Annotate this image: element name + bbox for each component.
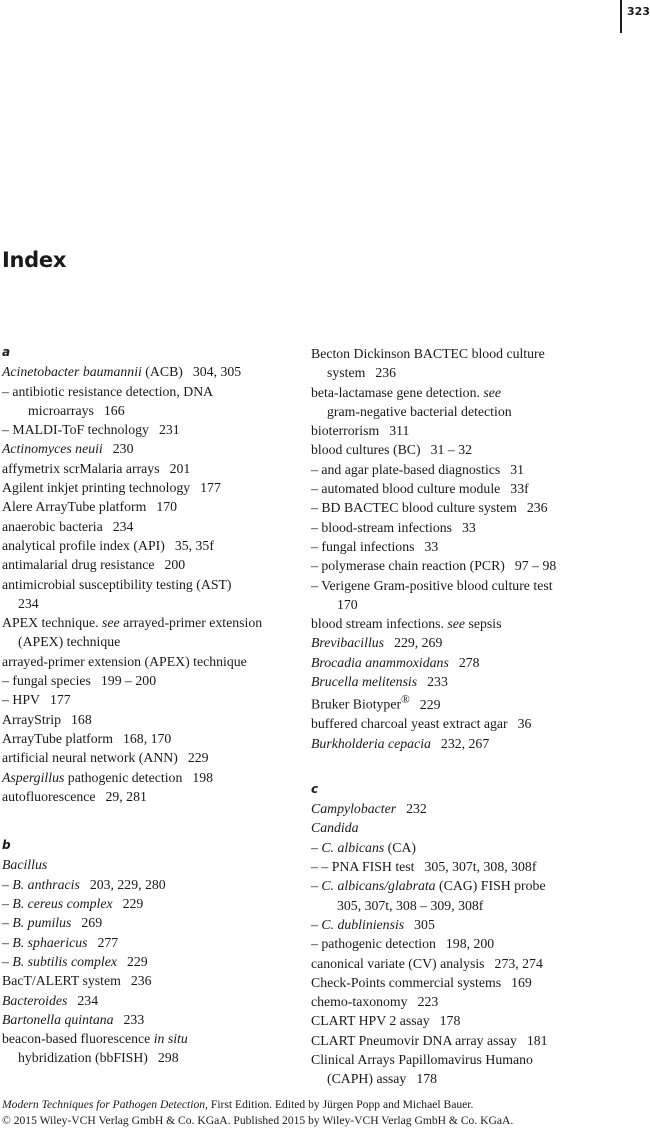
entry-term: bioterrorism bbox=[311, 423, 380, 439]
index-entry bbox=[311, 383, 611, 422]
entry-dash: – bbox=[311, 916, 322, 932]
entry-continuation: microarrays bbox=[28, 402, 94, 418]
index-entry bbox=[2, 729, 302, 748]
index-column-left bbox=[2, 343, 302, 1068]
entry-term: antimicrobial susceptibility testing (AST) bbox=[2, 576, 232, 592]
entry-pages: 232 bbox=[406, 801, 427, 817]
entry-pages: 200 bbox=[164, 557, 186, 573]
entry-term: HPV bbox=[12, 692, 40, 708]
entry-term: blood-stream infections bbox=[321, 519, 453, 535]
entry-pages: 33 bbox=[462, 519, 476, 535]
entry-pages: 199 – 200 bbox=[100, 673, 157, 689]
entry-term: antibiotic resistance detection, DNA bbox=[12, 383, 214, 399]
entry-term-italic: Actinomyces neuii bbox=[2, 441, 103, 457]
entry-term-italic: B. subtilis complex bbox=[12, 953, 117, 969]
entry-term: Bruker Biotyper bbox=[311, 696, 402, 712]
entry-pages: 234 bbox=[77, 992, 99, 1008]
index-entry bbox=[311, 672, 611, 691]
index-entry bbox=[311, 1011, 611, 1030]
entry-term-italic: Burkholderia cepacia bbox=[311, 735, 431, 751]
entry-pages: 229 bbox=[419, 696, 441, 712]
entry-term-italic: Aspergillus bbox=[2, 769, 65, 785]
index-entry bbox=[2, 933, 302, 952]
entry-pages: 223 bbox=[417, 994, 439, 1010]
footer-line-1 bbox=[2, 1097, 513, 1113]
entry-term: canonical variate (CV) analysis bbox=[311, 955, 485, 971]
entry-dash: – bbox=[311, 481, 322, 497]
index-entry bbox=[2, 1029, 302, 1068]
entry-dash: – bbox=[2, 383, 13, 399]
entry-term: automated blood culture module bbox=[321, 481, 501, 497]
entry-dash: – bbox=[2, 934, 13, 950]
entry-term: autofluorescence bbox=[2, 788, 96, 804]
index-entry bbox=[2, 1010, 302, 1029]
index-entry bbox=[311, 344, 611, 383]
entry-pages: 169 bbox=[511, 974, 532, 990]
entry-term: antimalarial drug resistance bbox=[2, 557, 155, 573]
entry-term: and agar plate-based diagnostics bbox=[321, 461, 501, 477]
entry-term-italic: Bacteroides bbox=[2, 992, 68, 1008]
entry-continuation: (APEX) technique bbox=[18, 634, 121, 650]
index-entry bbox=[311, 498, 611, 517]
footer-line-2: © 2015 Wiley-VCH Verlag GmbH & Co. KGaA. Published 2015 by Wiley-VCH Verlag GmbH & Co. KGaA. bbox=[2, 1114, 514, 1127]
entry-term: arrayed-primer extension bbox=[119, 615, 263, 631]
index-entry bbox=[2, 517, 302, 536]
page-number: 323 bbox=[627, 5, 650, 18]
entry-pages: 168, 170 bbox=[123, 730, 172, 746]
index-entry bbox=[311, 556, 611, 575]
index-entry bbox=[2, 768, 302, 787]
entry-pages: 33 bbox=[424, 538, 439, 554]
entry-continuation: (CAPH) assay bbox=[327, 1071, 407, 1087]
entry-term: APEX technique. bbox=[2, 615, 103, 631]
entry-term: pathogenic detection bbox=[321, 936, 436, 952]
entry-term: artificial neural network (ANN) bbox=[2, 750, 178, 766]
entry-pages: 233 bbox=[427, 674, 448, 690]
entry-term-italic: B. pumilus bbox=[12, 915, 72, 931]
index-entry bbox=[311, 714, 611, 733]
entry-pages: 236 bbox=[130, 973, 152, 989]
index-entry bbox=[2, 382, 302, 421]
entry-term: BacT/ALERT system bbox=[2, 973, 121, 989]
entry-term-italic: Brevibacillus bbox=[311, 635, 385, 651]
entry-dash: – – bbox=[311, 859, 332, 875]
entry-pages: 198, 200 bbox=[445, 936, 495, 952]
entry-term-italic: C. albicans/glabrata bbox=[321, 878, 436, 894]
index-column-right bbox=[311, 344, 611, 1089]
entry-term: CLART Pneumovir DNA array assay bbox=[311, 1032, 517, 1048]
index-entry bbox=[311, 421, 611, 440]
index-entry bbox=[311, 973, 611, 992]
entry-pages: 33f bbox=[510, 481, 529, 497]
index-entry bbox=[2, 671, 302, 690]
entry-term: sepsis bbox=[465, 616, 502, 632]
entry-dash: – bbox=[2, 692, 13, 708]
entry-continuation: 170 bbox=[337, 596, 358, 612]
entry-term-italic: B. sphaericus bbox=[12, 934, 88, 950]
section-letter-b: b bbox=[2, 838, 11, 853]
entry-pages: 31 – 32 bbox=[430, 442, 472, 458]
see-reference: see bbox=[483, 384, 501, 400]
index-entry bbox=[311, 537, 611, 556]
book-title: Modern Techniques for Pathogen Detection bbox=[2, 1098, 206, 1111]
entry-term-italic: C. albicans bbox=[321, 839, 385, 855]
index-entry bbox=[311, 479, 611, 498]
entry-pages: 35, 35f bbox=[174, 537, 214, 553]
index-entry bbox=[311, 440, 611, 459]
index-entry bbox=[2, 420, 302, 439]
entry-continuation: 305, 307t, 308 – 309, 308f bbox=[337, 897, 484, 913]
index-entry bbox=[2, 536, 302, 555]
entry-pages: 36 bbox=[517, 716, 532, 732]
index-entry bbox=[2, 894, 302, 913]
index-entry bbox=[311, 1031, 611, 1050]
index-entry bbox=[311, 857, 611, 876]
entry-dash: – bbox=[2, 953, 13, 969]
entry-term: buffered charcoal yeast extract agar bbox=[311, 716, 508, 732]
entry-pages: 170 bbox=[156, 499, 178, 515]
index-entry bbox=[311, 460, 611, 479]
entry-dash: – bbox=[2, 876, 13, 892]
entry-pages: 278 bbox=[458, 654, 480, 670]
entry-pages: 234 bbox=[112, 518, 134, 534]
entry-term: beacon-based fluorescence bbox=[2, 1031, 154, 1047]
entry-dash: – bbox=[311, 839, 322, 855]
entry-dash: – bbox=[311, 558, 322, 574]
entry-term: pathogenic detection bbox=[64, 769, 183, 785]
entry-term: fungal infections bbox=[321, 538, 415, 554]
section-letter-a: a bbox=[2, 345, 11, 359]
index-entry bbox=[311, 915, 611, 934]
entry-term-italic: Brocadia anammoxidans bbox=[311, 654, 449, 670]
index-entry bbox=[311, 818, 611, 837]
entry-pages: 97 – 98 bbox=[514, 558, 557, 574]
entry-dash: – bbox=[311, 878, 322, 894]
index-entry bbox=[311, 876, 611, 915]
entry-pages: 198 bbox=[192, 769, 214, 785]
entry-term: BD BACTEC blood culture system bbox=[321, 500, 517, 516]
section-letter-c: c bbox=[311, 781, 319, 796]
entry-dash: – bbox=[2, 673, 13, 689]
entry-term: arrayed-primer extension (APEX) technique bbox=[2, 653, 247, 669]
entry-pages: 233 bbox=[123, 1011, 145, 1027]
entry-continuation: 234 bbox=[18, 595, 39, 611]
entry-pages: 229, 269 bbox=[394, 635, 443, 651]
entry-pages: 236 bbox=[526, 500, 548, 516]
entry-pages: 203, 229, 280 bbox=[89, 876, 166, 892]
index-entry bbox=[2, 913, 302, 932]
entry-dash: – bbox=[2, 915, 13, 931]
entry-term-italic: Campylobacter bbox=[311, 801, 397, 817]
index-entry bbox=[2, 690, 302, 709]
entry-dash: – bbox=[311, 936, 322, 952]
entry-dash: – bbox=[2, 896, 13, 912]
section-c-entries bbox=[311, 799, 611, 1088]
index-entry bbox=[2, 555, 302, 574]
entry-term: Check-Points commercial systems bbox=[311, 974, 502, 990]
entry-pages: 229 bbox=[126, 953, 148, 969]
entry-term: affymetrix scrMalaria arrays bbox=[2, 460, 160, 476]
entry-term-italic: Bacillus bbox=[2, 857, 48, 873]
entry-term-italic: Acinetobacter baumannii bbox=[2, 364, 142, 380]
index-entry bbox=[2, 478, 302, 497]
index-entry bbox=[2, 952, 302, 971]
entry-pages: 166 bbox=[103, 402, 125, 418]
see-reference: see bbox=[447, 616, 466, 632]
registered-mark: ® bbox=[401, 694, 410, 707]
entry-continuation: gram-negative bacterial detection bbox=[327, 403, 512, 419]
copyright-footer bbox=[2, 1097, 513, 1129]
page-number-rule bbox=[620, 0, 622, 33]
entry-pages: 229 bbox=[187, 750, 209, 766]
entry-term: ArrayTube platform bbox=[2, 730, 113, 746]
entry-pages: 231 bbox=[158, 422, 180, 438]
index-entry bbox=[2, 497, 302, 516]
index-entry bbox=[2, 575, 302, 614]
entry-pages: 305, 307t, 308, 308f bbox=[424, 859, 537, 875]
index-entry bbox=[2, 787, 302, 806]
entry-pages: 236 bbox=[375, 365, 397, 381]
entry-term: (ACB) bbox=[141, 364, 183, 380]
entry-term: PNA FISH test bbox=[331, 859, 415, 875]
entry-pages: 305 bbox=[414, 916, 435, 932]
entry-dash: – bbox=[311, 461, 322, 477]
entry-pages: 178 bbox=[416, 1071, 438, 1087]
entry-pages: 29, 281 bbox=[105, 788, 147, 804]
index-entry bbox=[311, 838, 611, 857]
index-entry bbox=[2, 748, 302, 767]
entry-term: Becton Dickinson BACTEC blood culture bbox=[311, 346, 545, 361]
entry-term: beta-lactamase gene detection. bbox=[311, 384, 484, 400]
entry-term: analytical profile index (API) bbox=[2, 537, 165, 553]
entry-pages: 273, 274 bbox=[494, 955, 543, 971]
entry-pages: 277 bbox=[97, 934, 119, 950]
entry-term-italic: B. anthracis bbox=[12, 876, 80, 892]
entry-continuation: hybridization (bbFISH) bbox=[18, 1050, 148, 1066]
entry-pages: 269 bbox=[81, 915, 103, 931]
index-entry bbox=[2, 971, 302, 990]
index-entry bbox=[2, 991, 302, 1010]
entry-term: anaerobic bacteria bbox=[2, 518, 103, 534]
entry-dash: – bbox=[311, 538, 322, 554]
entry-term: (CA) bbox=[384, 839, 417, 855]
entry-term-italic: Brucella melitensis bbox=[311, 674, 418, 690]
entry-pages: 168 bbox=[71, 711, 92, 727]
index-entry bbox=[2, 855, 302, 874]
index-entry bbox=[311, 633, 611, 652]
entry-term: Alere ArrayTube platform bbox=[2, 499, 147, 515]
entry-term: CLART HPV 2 assay bbox=[311, 1013, 430, 1029]
entry-continuation: system bbox=[327, 365, 366, 381]
section-b-entries-continued bbox=[311, 344, 611, 753]
index-entry bbox=[311, 1050, 611, 1089]
entry-pages: 298 bbox=[157, 1050, 179, 1066]
index-entry bbox=[311, 734, 611, 753]
index-entry bbox=[2, 613, 302, 652]
entry-term: ArrayStrip bbox=[2, 711, 62, 727]
entry-pages: 229 bbox=[122, 896, 144, 912]
index-entry bbox=[2, 439, 302, 458]
entry-term-italic: B. cereus complex bbox=[12, 896, 113, 912]
entry-dash: – bbox=[2, 422, 13, 438]
entry-term-italic: C. dubliniensis bbox=[321, 916, 405, 932]
entry-term: (CAG) FISH probe bbox=[435, 878, 546, 894]
entry-term: fungal species bbox=[12, 673, 91, 689]
entry-pages: 178 bbox=[439, 1013, 461, 1029]
index-entry bbox=[311, 518, 611, 537]
see-reference: see bbox=[102, 615, 120, 631]
index-entry bbox=[2, 362, 302, 381]
entry-term-italic: Candida bbox=[311, 820, 359, 836]
entry-term: Verigene Gram-positive blood culture test bbox=[321, 577, 553, 593]
entry-dash: – bbox=[311, 519, 322, 535]
index-entry bbox=[311, 934, 611, 953]
index-entry bbox=[2, 459, 302, 478]
index-entry bbox=[311, 691, 611, 714]
index-entry bbox=[311, 954, 611, 973]
entry-pages: 201 bbox=[169, 460, 191, 476]
index-entry bbox=[2, 652, 302, 671]
index-entry bbox=[2, 710, 302, 729]
entry-term: polymerase chain reaction (PCR) bbox=[321, 558, 505, 574]
entry-term-italic: in situ bbox=[153, 1031, 188, 1047]
entry-term: Agilent inkjet printing technology bbox=[2, 480, 191, 496]
entry-term: MALDI-ToF technology bbox=[12, 422, 149, 438]
entry-pages: 232, 267 bbox=[440, 735, 490, 751]
entry-pages: 230 bbox=[112, 441, 134, 457]
section-a-entries bbox=[2, 362, 302, 806]
index-entry bbox=[311, 576, 611, 615]
entry-term: blood stream infections. bbox=[311, 616, 448, 632]
entry-pages: 311 bbox=[389, 423, 410, 439]
index-entry bbox=[311, 653, 611, 672]
entry-pages: 181 bbox=[526, 1032, 548, 1048]
index-entry bbox=[2, 875, 302, 894]
entry-pages: 304, 305 bbox=[192, 364, 242, 380]
entry-term: blood cultures (BC) bbox=[311, 442, 421, 458]
entry-pages: 177 bbox=[200, 480, 221, 496]
entry-pages: 31 bbox=[510, 461, 525, 477]
entry-dash: – bbox=[311, 577, 322, 593]
footer-edition: , First Edition. Edited by Jürgen Popp and Michael Bauer. bbox=[205, 1098, 474, 1111]
entry-term: Clinical Arrays Papillomavirus Humano bbox=[311, 1051, 533, 1067]
page-title: Index bbox=[2, 248, 67, 272]
entry-dash: – bbox=[311, 500, 322, 516]
index-entry bbox=[311, 799, 611, 818]
entry-pages: 177 bbox=[49, 692, 71, 708]
entry-term: chemo-taxonomy bbox=[311, 994, 408, 1010]
index-entry bbox=[311, 992, 611, 1011]
index-entry bbox=[311, 614, 611, 633]
entry-term-italic: Bartonella quintana bbox=[2, 1011, 114, 1027]
section-b-entries bbox=[2, 855, 302, 1067]
